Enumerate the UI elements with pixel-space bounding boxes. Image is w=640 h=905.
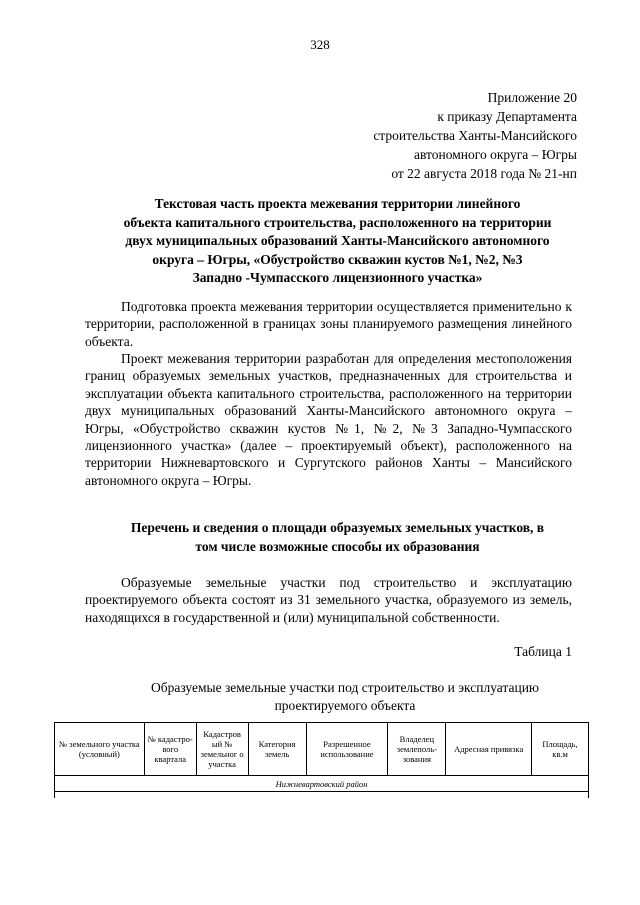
title-line: объекта капитального строительства, расположенного на территории bbox=[123, 214, 552, 230]
appendix-line: автономного округа – Югры bbox=[414, 147, 577, 162]
paragraph-text: Образуемые земельные участки под строительство и эксплуатацию проектируемого объекта состоят из 31 земельного участка, образуемого из земель, находящихся в государственной и (или) муниципальной собственности. bbox=[85, 575, 572, 625]
appendix-line: к приказу Департамента bbox=[437, 109, 577, 124]
heading-line: том числе возможные способы их образования bbox=[195, 538, 480, 554]
title-line: Западно -Чумпасского лицензионного участка» bbox=[192, 270, 483, 285]
caption-line: проектируемого объекта bbox=[274, 698, 416, 713]
col-header: № земельного участка (условный) bbox=[55, 723, 145, 776]
appendix-line: Приложение 20 bbox=[487, 90, 577, 105]
page-number: 328 bbox=[310, 37, 330, 52]
col-header: Адресная привязка bbox=[446, 723, 532, 776]
table-row bbox=[55, 792, 589, 799]
col-header: Площадь, кв.м bbox=[532, 723, 589, 776]
col-header: Кадастров ый № земельног о участка bbox=[196, 723, 248, 776]
section-heading bbox=[90, 519, 585, 556]
col-header: Владелец землеполь-зования bbox=[388, 723, 446, 776]
appendix-line: строительства Ханты-Мансийского bbox=[373, 128, 577, 143]
appendix-block bbox=[373, 88, 577, 183]
document-title bbox=[90, 195, 585, 288]
paragraph-2 bbox=[85, 350, 572, 489]
title-line: двух муниципальных образований Ханты-Мансийского автономного bbox=[125, 233, 550, 248]
table-header-row bbox=[55, 723, 589, 776]
table-label: Таблица 1 bbox=[514, 644, 572, 659]
title-line: Текстовая часть проекта межевания территории линейного bbox=[154, 196, 521, 211]
table-caption bbox=[90, 679, 600, 715]
land-plots-table bbox=[54, 722, 589, 798]
table-row bbox=[55, 776, 589, 792]
paragraph-text: Проект межевания территории разработан для определения местоположения границ образуемых земельных участков, предназначенных для строительства и эксплуатации объекта капитального строительства, расположенного на территории двух муниципальных образований Ханты-Мансийского автономного округа – Югры, «Обустройство скважин кустов №1, №2, №3 Западно-Чумпасского лицензионного участка» (далее – проектируемый объект), расположенного на территории Нижневартовского и Сургутского районов Ханты – Мансийского автономного округа – Югры. bbox=[85, 351, 572, 488]
empty-cell bbox=[55, 792, 589, 799]
col-header: Категория земель bbox=[248, 723, 306, 776]
paragraph-text: Подготовка проекта межевания территории осуществляется применительно к территории, расположенной в границах зоны планируемого размещения линейного объекта. bbox=[85, 299, 572, 349]
region-row: Нижневартовский район bbox=[55, 776, 589, 792]
paragraph-3 bbox=[85, 574, 572, 626]
title-line: округа – Югры, «Обустройство скважин кустов №1, №2, №3 bbox=[152, 251, 523, 267]
heading-line: Перечень и сведения о площади образуемых земельных участков, в bbox=[130, 520, 545, 535]
col-header: № кадастро-вого квартала bbox=[144, 723, 196, 776]
paragraph-1 bbox=[85, 298, 572, 350]
appendix-line: от 22 августа 2018 года № 21-нп bbox=[391, 166, 577, 181]
col-header: Разрешенное использование bbox=[306, 723, 388, 776]
caption-line: Образуемые земельные участки под строительство и эксплуатацию bbox=[150, 680, 540, 695]
